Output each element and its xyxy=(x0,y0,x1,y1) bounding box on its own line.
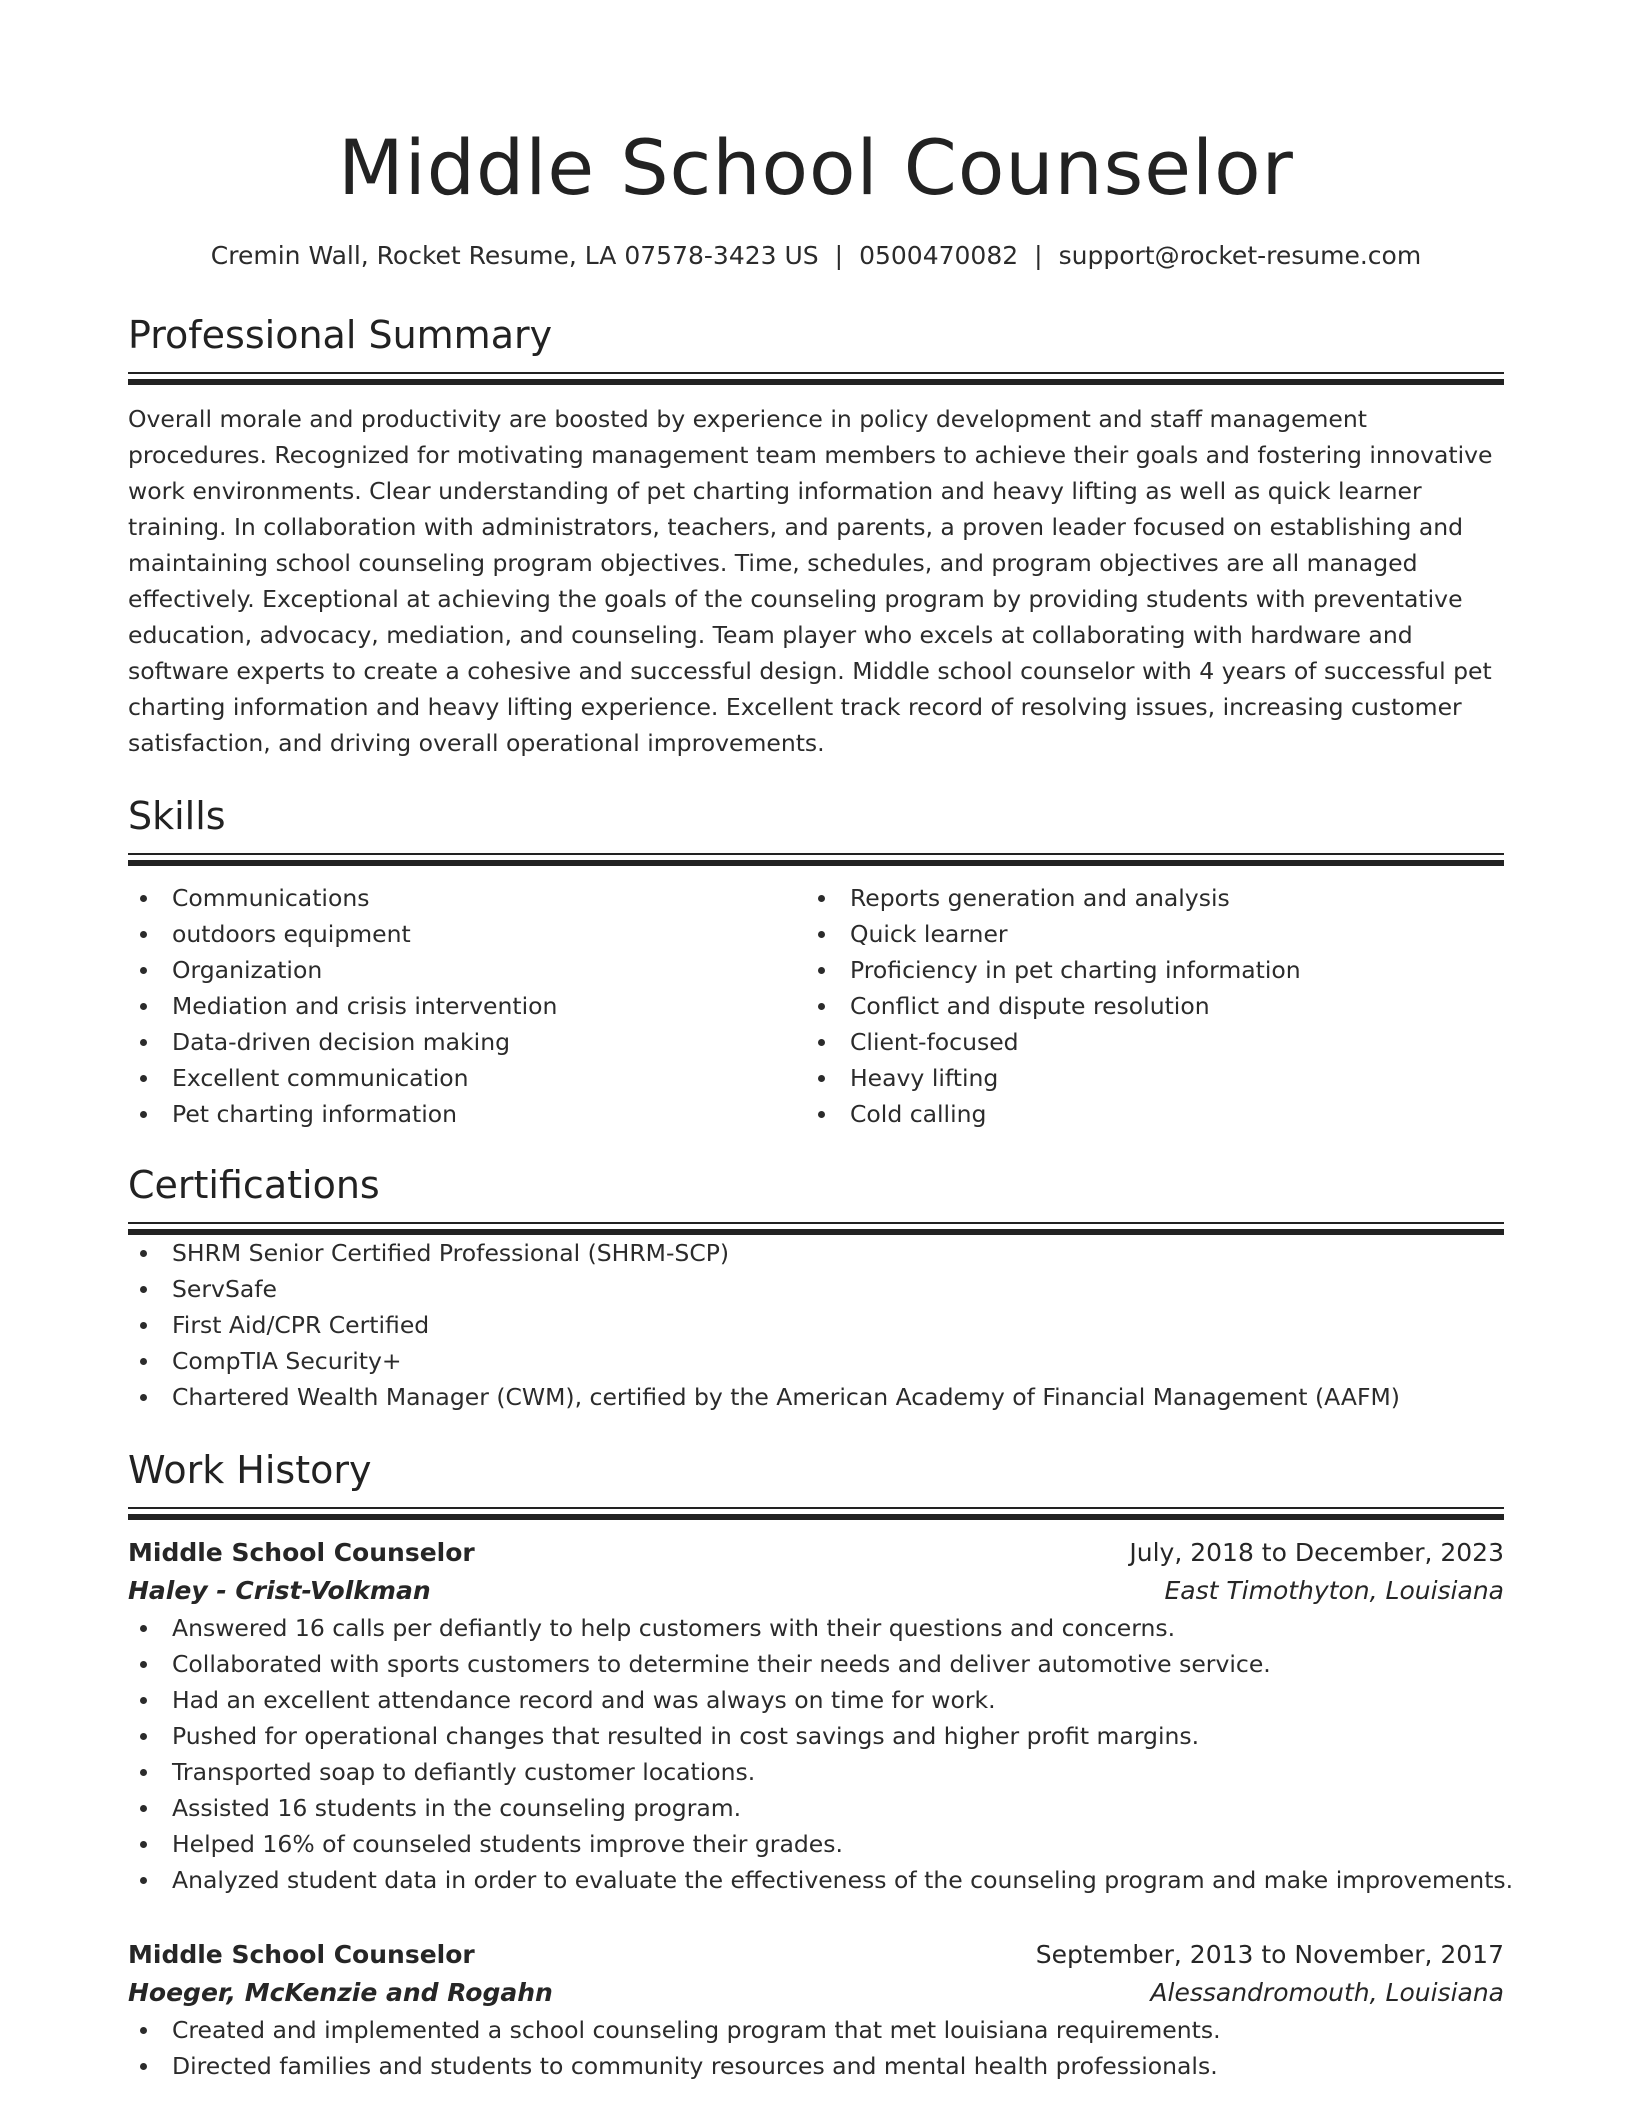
job-location: East Timothyton, Louisiana xyxy=(1164,1576,1504,1605)
job-duty-item: Created and implemented a school counseling program that met louisiana requirements. xyxy=(128,2012,1504,2048)
summary-section xyxy=(128,310,1504,761)
section-divider-thick xyxy=(128,1514,1504,1520)
job-header-row xyxy=(128,1936,1504,1974)
skill-item: Proficiency in pet charting information xyxy=(806,952,1484,988)
job-dates: September, 2013 to November, 2017 xyxy=(1035,1940,1504,1969)
job-duties-list xyxy=(128,2012,1504,2084)
certification-item: ServSafe xyxy=(128,1271,1504,1307)
job-duty-item: Helped 16% of counseled students improve their grades. xyxy=(128,1826,1504,1862)
certifications-list xyxy=(128,1235,1504,1415)
section-divider xyxy=(128,1222,1504,1224)
job-title: Middle School Counselor xyxy=(128,1940,475,1969)
job-duty-item: Transported soap to defiantly customer locations. xyxy=(128,1754,1504,1790)
summary-text: Overall morale and productivity are boosted by experience in policy development and staff management procedures. Recognized for motivating management team members to achieve their goals and fostering innovative work environments. Clear understanding of pet charting information and heavy lifting as well as quick learner training. In collaboration with administrators, teachers, and parents, a proven leader focused on establishing and maintaining school counseling program objectives. Time, schedules, and program objectives are all managed effectively. Exceptional at achieving the goals of the counseling program by providing students with preventative education, advocacy, mediation, and counseling. Team player who excels at collaborating with hardware and software experts to create a cohesive and successful design. Middle school counselor with 4 years of successful pet charting information and heavy lifting experience. Excellent track record of resolving issues, increasing customer satisfaction, and driving overall operational improvements. xyxy=(128,405,1493,757)
certifications-section xyxy=(128,1160,1504,1415)
skills-section xyxy=(128,791,1504,1132)
job-header-row xyxy=(128,1534,1504,1572)
job-duty-item: Pushed for operational changes that resulted in cost savings and higher profit margins. xyxy=(128,1718,1504,1754)
certification-item: CompTIA Security+ xyxy=(128,1343,1504,1379)
job-duty-item: Had an excellent attendance record and was always on time for work. xyxy=(128,1682,1504,1718)
job-duty-item: Assisted 16 students in the counseling program. xyxy=(128,1790,1504,1826)
skill-item: Cold calling xyxy=(806,1096,1484,1132)
skill-item: Heavy lifting xyxy=(806,1060,1484,1096)
certification-item: First Aid/CPR Certified xyxy=(128,1307,1504,1343)
section-divider xyxy=(128,372,1504,374)
section-title-certifications: Certifications xyxy=(128,1163,380,1207)
section-divider xyxy=(128,1507,1504,1509)
job-location: Alessandromouth, Louisiana xyxy=(1150,1978,1504,2007)
job-dates: July, 2018 to December, 2023 xyxy=(1129,1538,1504,1567)
job-entry xyxy=(128,1936,1504,2084)
job-company: Haley - Crist-Volkman xyxy=(128,1576,431,1605)
job-subheader-row xyxy=(128,1974,1504,2012)
job-duty-item: Directed families and students to community resources and mental health professionals. xyxy=(128,2048,1504,2084)
contact-separator: | xyxy=(834,241,844,270)
section-divider-thick xyxy=(128,860,1504,866)
job-title: Middle School Counselor xyxy=(128,1538,475,1567)
skill-item: Client-focused xyxy=(806,1024,1484,1060)
section-divider xyxy=(128,853,1504,855)
skill-item: Quick learner xyxy=(806,916,1484,952)
contact-address: Cremin Wall, Rocket Resume, LA 07578-3423 US xyxy=(210,241,819,270)
section-title-skills: Skills xyxy=(128,794,226,838)
resume-name: Middle School Counselor xyxy=(338,123,1294,212)
job-entry xyxy=(128,1534,1514,1898)
job-duty-item: Answered 16 calls per defiantly to help customers with their questions and concerns. xyxy=(128,1610,1504,1646)
contact-separator: | xyxy=(1034,241,1043,270)
skills-list-right xyxy=(806,880,1484,1132)
skill-item: outdoors equipment xyxy=(128,916,806,952)
skills-grid xyxy=(128,880,1504,1132)
contact-email: support@rocket-resume.com xyxy=(1058,241,1422,270)
contact-phone: 0500470082 xyxy=(859,241,1019,270)
skill-item: Communications xyxy=(128,880,806,916)
skills-list-left xyxy=(128,880,806,1132)
certification-item: Chartered Wealth Manager (CWM), certified by the American Academy of Financial Management (AAFM) xyxy=(128,1379,1504,1415)
skill-item: Data-driven decision making xyxy=(128,1024,806,1060)
section-title-work-history: Work History xyxy=(128,1448,372,1492)
skill-item: Reports generation and analysis xyxy=(806,880,1484,916)
skill-item: Mediation and crisis intervention xyxy=(128,988,806,1024)
section-title-summary: Professional Summary xyxy=(128,313,553,357)
resume-page xyxy=(128,0,1514,2084)
job-company: Hoeger, McKenzie and Rogahn xyxy=(128,1978,553,2007)
job-duty-item: Analyzed student data in order to evaluate the effectiveness of the counseling program and make improvements. xyxy=(128,1862,1504,1898)
job-subheader-row xyxy=(128,1572,1504,1610)
work-history-section xyxy=(128,1445,1514,2084)
skill-item: Excellent communication xyxy=(128,1060,806,1096)
skill-item: Organization xyxy=(128,952,806,988)
skill-item: Conflict and dispute resolution xyxy=(806,988,1484,1024)
job-duties-list xyxy=(128,1610,1514,1898)
section-divider-thick xyxy=(128,379,1504,385)
contact-line xyxy=(128,238,1504,274)
certification-item: SHRM Senior Certified Professional (SHRM-SCP) xyxy=(128,1235,1504,1271)
job-duty-item: Collaborated with sports customers to determine their needs and deliver automotive service. xyxy=(128,1646,1504,1682)
skill-item: Pet charting information xyxy=(128,1096,806,1132)
